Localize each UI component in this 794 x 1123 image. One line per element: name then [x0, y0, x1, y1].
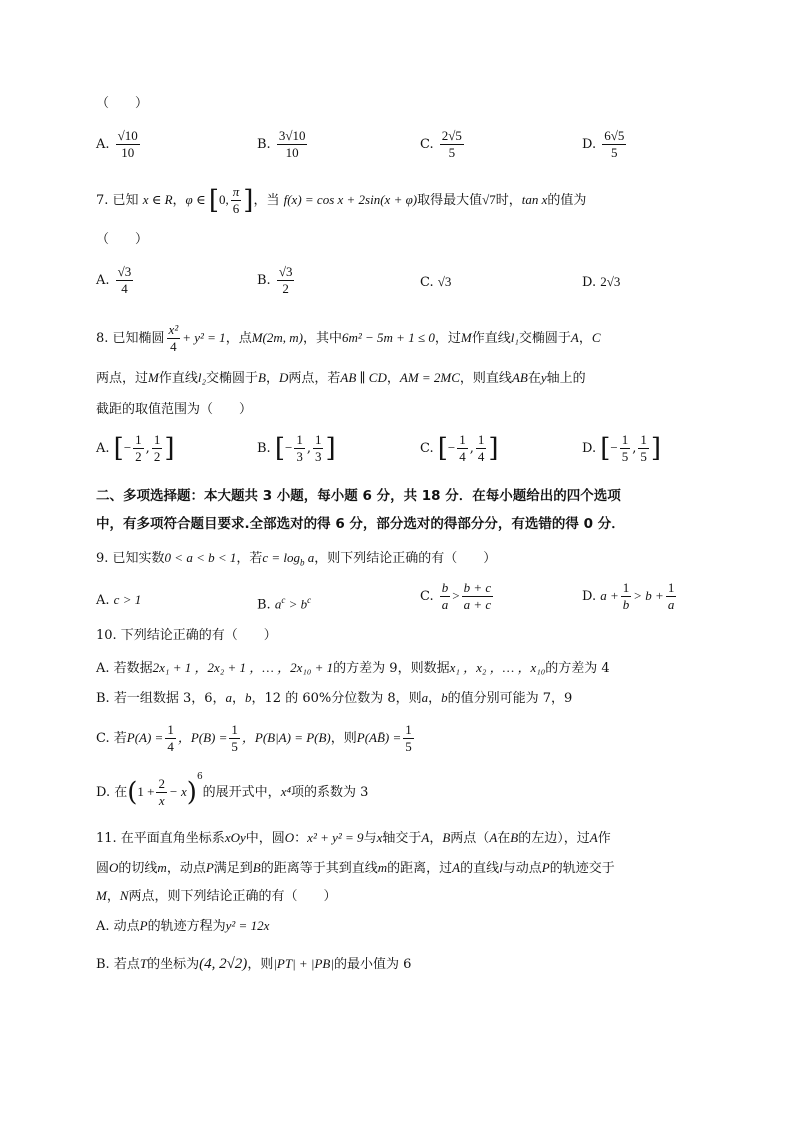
option-label: D.	[582, 275, 597, 290]
q7-tail: （ ）	[96, 232, 149, 247]
text: ，其中	[302, 331, 342, 346]
math: xOy	[224, 830, 246, 845]
q7-option-a	[96, 264, 135, 297]
q6-option-d	[582, 128, 628, 161]
math: √7	[482, 192, 496, 207]
option-label: B.	[257, 137, 271, 152]
fraction: $\frac{\text{x²}}{4}$	[168, 322, 179, 354]
q8-stem-line2	[96, 368, 586, 389]
bracket: ]	[243, 185, 254, 216]
math: f(x) = cos x + 2sin(x + φ)	[283, 192, 418, 207]
q8-option-d: D. [− $\frac{1}{5}$ , $\frac{1}{5}$ ]	[582, 432, 662, 464]
text: ，	[265, 371, 279, 386]
option-label: C.	[420, 137, 434, 152]
text: ，则下列结论正确的有（ ）	[314, 551, 497, 566]
paren: (	[127, 777, 138, 808]
fraction: $\frac{6√5}{5}$	[604, 128, 625, 160]
fraction: $\frac{3√10}{10}$	[278, 128, 306, 160]
text: 的坐标为	[147, 957, 200, 972]
math: B	[258, 370, 266, 385]
math: >	[452, 588, 460, 603]
bracket: [	[600, 433, 611, 464]
text: 两点，过	[96, 371, 149, 386]
math: AB	[511, 370, 528, 385]
text: 交椭圆于	[518, 331, 571, 346]
text: 的值为	[547, 193, 587, 208]
text: ，	[429, 831, 443, 846]
math: tan x	[521, 192, 548, 207]
math: a	[304, 550, 315, 565]
fraction: $\frac{1}{3}$	[296, 432, 303, 464]
text: 与	[363, 831, 377, 846]
q8-stem-line1	[96, 322, 601, 355]
math: P(A) =	[126, 730, 164, 745]
math: −	[610, 440, 618, 455]
q9-option-b	[257, 590, 311, 615]
math: −	[123, 440, 132, 455]
text: ，	[386, 371, 400, 386]
bracket: [	[208, 185, 220, 216]
text: 的轨迹交于	[549, 861, 615, 876]
option-label: B.	[257, 441, 271, 456]
text: B. 若一组数据 3，6，	[96, 691, 226, 706]
q6-option-b	[257, 128, 309, 161]
q10-option-c	[96, 722, 416, 755]
text: 8. 已知椭圆	[96, 331, 165, 346]
math: 6m² − 5m + 1 ≤ 0	[341, 330, 435, 345]
math: c = log	[262, 550, 301, 565]
fraction: $\frac{1}{4}$	[477, 432, 485, 464]
math: M	[96, 888, 107, 903]
option-label: C.	[420, 441, 434, 456]
math: P	[139, 918, 148, 933]
text: 的距离等于其到直线	[260, 861, 378, 876]
text: 的直线	[460, 861, 500, 876]
math: ，P(B|A) = P(B)	[241, 730, 331, 745]
fraction: $\frac{1}{b}$	[622, 580, 630, 612]
fraction: $\frac{\pi}{6}$	[232, 184, 240, 216]
text: 11. 在平面直角坐标系	[96, 831, 225, 846]
q9-stem	[96, 548, 496, 573]
text: 的切线	[118, 861, 158, 876]
math: x₁ ，x₂ ，… ，x₁₀	[449, 660, 546, 675]
q9-option-a	[96, 590, 141, 611]
math: m	[377, 860, 388, 875]
math: (4, 2√2)	[199, 956, 248, 972]
text: 时，	[495, 193, 522, 208]
text: 的展开式中，	[202, 785, 281, 800]
math: l₂	[197, 370, 207, 385]
option-label: A.	[96, 273, 110, 288]
math: c	[307, 595, 312, 605]
text: ，	[106, 889, 120, 904]
q8-option-c: C. [− $\frac{1}{4}$ , $\frac{1}{4}$ ]	[420, 432, 499, 464]
math: a +	[600, 588, 619, 603]
text: 在	[497, 831, 511, 846]
math: B	[252, 860, 261, 875]
text: ，动点	[166, 861, 206, 876]
math: A	[452, 860, 461, 875]
q8-option-a: A. [− $\frac{1}{2}$ , $\frac{1}{2}$ ]	[96, 432, 175, 464]
text: ：	[294, 831, 308, 846]
text: ，	[172, 193, 186, 208]
math: AM = 2MC	[399, 370, 460, 385]
fraction: $\frac{1}{2}$	[153, 432, 161, 464]
math: C	[591, 330, 601, 345]
text: C. 若	[96, 731, 127, 746]
bracket: ]	[650, 433, 662, 464]
text: 与动点	[502, 861, 542, 876]
text: 的方差为 4	[545, 661, 610, 676]
math: m	[157, 860, 167, 875]
q8-option-b: B. [− $\frac{1}{3}$ , $\frac{1}{3}$ ]	[257, 432, 336, 464]
fraction: $\frac{1}{5}$	[640, 432, 647, 464]
text: ，当	[253, 193, 280, 208]
text: ，点	[225, 331, 252, 346]
q7-option-c	[420, 272, 451, 293]
bracket: [	[274, 433, 285, 464]
bracket: ]	[164, 433, 175, 464]
text: ，12 的 60%分位数为 8，则	[251, 691, 422, 706]
math: l₁	[510, 330, 519, 345]
math: b	[441, 690, 448, 705]
math: 1 +	[137, 784, 155, 799]
math: M	[148, 370, 159, 385]
q8-stem-line3: 截距的取值范围为（ ）	[96, 402, 253, 417]
text: 的轨迹方程为	[147, 919, 226, 934]
q7-stem	[96, 184, 586, 217]
text: ，若	[236, 551, 263, 566]
math: a	[225, 690, 232, 705]
text: 圆	[96, 861, 110, 876]
math: −	[284, 440, 293, 455]
q10-option-b	[96, 688, 572, 709]
option-label: A.	[96, 441, 110, 456]
q6-option-c	[420, 128, 466, 161]
text: 的距离，过	[387, 861, 453, 876]
q6-option-a	[96, 128, 142, 161]
fraction: $\frac{√3}{2}$	[278, 264, 293, 296]
fraction: $\frac{b}{a}$	[441, 580, 449, 612]
bracket: ]	[488, 433, 499, 464]
text: ，则	[247, 957, 274, 972]
q6-tail: （ ）	[96, 96, 149, 111]
bracket: [	[113, 433, 124, 464]
math: x⁴	[280, 784, 291, 799]
fraction: $\frac{1}{a}$	[667, 580, 675, 612]
text: ，则	[330, 731, 357, 746]
text: 9. 已知实数	[96, 551, 165, 566]
paren: )	[186, 777, 197, 808]
math: x ∈ R	[142, 192, 173, 207]
math: l	[499, 860, 503, 875]
option-label: A.	[96, 137, 110, 152]
fraction: $\frac{1}{5}$	[405, 722, 412, 754]
option-label: D.	[582, 589, 597, 604]
fraction: $\frac{1}{4}$	[167, 722, 174, 754]
q9-option-d	[582, 580, 678, 613]
math: A	[570, 330, 579, 345]
math: A	[421, 830, 430, 845]
text: 的最小值为 6	[333, 957, 412, 972]
math: D	[279, 370, 289, 385]
text: ，过	[434, 331, 461, 346]
math: √3	[437, 274, 452, 289]
q9-option-c	[420, 580, 495, 613]
fraction: $\frac{b + c}{a + c}$	[463, 580, 492, 612]
math: P(AB̄) =	[356, 730, 402, 745]
option-label: D.	[582, 441, 597, 456]
math: 2√3	[600, 274, 621, 289]
text: 在	[527, 371, 541, 386]
text: 中，圆	[245, 831, 285, 846]
fraction: $\frac{1}{2}$	[135, 432, 142, 464]
math: x² + y² = 9	[307, 830, 364, 845]
text: ，	[232, 691, 246, 706]
text: 满足到	[213, 861, 253, 876]
fraction: $\frac{2}{x}$	[158, 776, 165, 808]
text: 两点，则下列结论正确的有（ ）	[128, 889, 337, 904]
option-label: D.	[582, 137, 597, 152]
math: b	[245, 690, 252, 705]
text: ，则直线	[459, 371, 512, 386]
math: a	[274, 596, 282, 612]
option-label: C.	[420, 275, 434, 290]
text: 作直线	[471, 331, 511, 346]
math: b	[300, 557, 305, 568]
text: A. 若数据	[96, 661, 153, 676]
q11-stem-line3	[96, 886, 337, 907]
math: O	[109, 860, 119, 875]
option-label: B.	[257, 597, 271, 613]
fraction: $\frac{1}{3}$	[314, 432, 322, 464]
math: N	[119, 888, 129, 903]
q10-stem: 10. 下列结论正确的有（ ）	[96, 628, 277, 643]
text: 7. 已知	[96, 193, 139, 208]
math: ，P(B) =	[177, 730, 228, 745]
q10-option-a	[96, 658, 610, 679]
math: y	[540, 370, 547, 385]
q7-option-b	[257, 264, 296, 297]
text: 作	[597, 831, 611, 846]
text: D. 在	[96, 785, 128, 800]
math: M(2m, m)	[251, 330, 303, 345]
math: c	[281, 595, 286, 605]
fraction: $\frac{1}{4}$	[459, 432, 466, 464]
math: A	[489, 830, 498, 845]
math: c > 1	[113, 592, 142, 607]
math: B	[510, 830, 519, 845]
math: −	[447, 440, 456, 455]
math: x	[376, 830, 383, 845]
text: A. 动点	[96, 919, 140, 934]
section2-heading-line2: 中，有多项符合题目要求.全部选对的得 6 分，部分选对的得部分分，有选错的得 0 分．	[96, 516, 625, 532]
bracket: ]	[325, 433, 336, 464]
section2-heading-line1: 二、多项选择题：本大题共 3 小题，每小题 6 分，共 18 分．在每小题给出的四个选项	[96, 488, 621, 504]
option-label: C.	[420, 589, 434, 604]
fraction: $\frac{√3}{4}$	[117, 264, 132, 296]
math: > b	[285, 596, 308, 612]
text: B. 若点	[96, 957, 140, 972]
fraction: $\frac{1}{5}$	[621, 432, 629, 464]
fraction: $\frac{2√5}{5}$	[441, 128, 462, 160]
math: + y² = 1	[182, 330, 226, 345]
text: 作直线	[158, 371, 198, 386]
text: 轴交于	[382, 831, 422, 846]
text: 交椭圆于	[206, 371, 259, 386]
text: 的方差为 9，则数据	[333, 661, 450, 676]
math: − x	[168, 784, 187, 799]
text: ，	[428, 691, 442, 706]
math: O	[284, 830, 295, 845]
math: AB ∥ CD	[340, 370, 387, 385]
text: 的左边），过	[518, 831, 590, 846]
math: a	[421, 690, 429, 705]
text: 两点，若	[288, 371, 341, 386]
fraction: $\frac{1}{5}$	[231, 722, 238, 754]
math: 0 < a < b < 1	[164, 550, 237, 565]
text: 项的系数为 3	[290, 785, 369, 800]
q7-option-d	[582, 272, 620, 293]
math: > b +	[633, 588, 664, 603]
math: B	[442, 830, 451, 845]
q11-option-b	[96, 954, 411, 975]
q10-option-d	[96, 771, 369, 809]
text: 的值分别可能为 7，9	[447, 691, 573, 706]
text: ，	[578, 331, 592, 346]
text: 轴上的	[546, 371, 586, 386]
q11-option-a	[96, 916, 269, 937]
fraction: $\frac{√10}{10}$	[117, 128, 138, 160]
math: φ ∈	[185, 192, 209, 207]
option-label: B.	[257, 273, 271, 288]
math: 0,	[219, 192, 229, 207]
math: |PT| + |PB|	[273, 956, 334, 971]
math: 2x₁ + 1 ，2x₂ + 1 ，… ，2x₁₀ + 1	[152, 660, 334, 675]
math: A	[589, 830, 598, 845]
q11-stem-line2	[96, 858, 615, 879]
math: M	[460, 330, 472, 345]
text: 两点（	[450, 831, 490, 846]
math: T	[139, 956, 148, 971]
math: y² = 12x	[225, 918, 270, 933]
q11-stem-line1	[96, 828, 611, 849]
math: P	[541, 860, 550, 875]
bracket: [	[437, 433, 448, 464]
text: 取得最大值	[417, 193, 483, 208]
math: P	[205, 860, 214, 875]
exponent: 6	[196, 771, 203, 782]
option-label: A.	[96, 593, 110, 608]
